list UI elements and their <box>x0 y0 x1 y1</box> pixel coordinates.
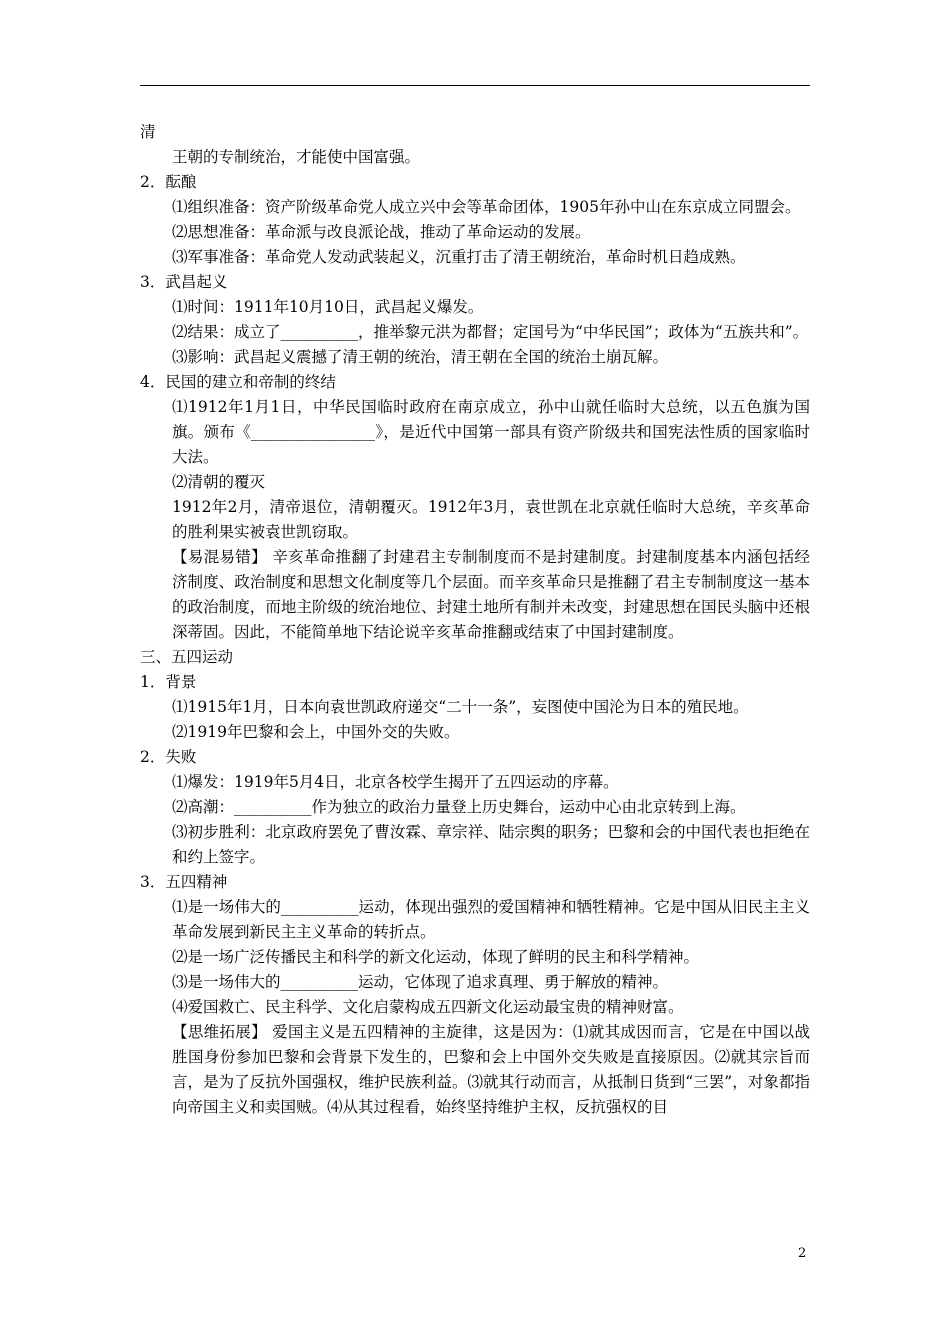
fill-blank-line: ⑴1912年1月1日，中华民国临时政府在南京成立，孙中山就任临时大总统，以五色旗为国旗。颁布《________________》，是近代中国第一部具有资产阶级共和国宪法性质的国家临时大法。 <box>172 398 810 466</box>
note-thinking-extension: 【思维拓展】 爱国主义是五四精神的主旋律，这是因为：⑴就其成因而言，它是在中国以战胜国身份参加巴黎和会背景下发生的，巴黎和会上中国外交失败是直接原因。⑵就其宗旨而言，是为了反抗外国强权，维护民族利益。⑶就其行动而言，从抵制日货到“三罢”，对象都指向帝国主义和卖国贼。⑷从其过程看，始终坚持维护主权，反抗强权的目 <box>172 1023 810 1116</box>
document-body <box>140 120 810 1120</box>
text-line: 清 <box>140 123 156 141</box>
section-heading: 3．武昌起义 <box>140 273 228 291</box>
text-line: ⑴爆发：1919年5月4日，北京各校学生揭开了五四运动的序幕。 <box>172 773 619 791</box>
fill-blank-line: ⑵结果：成立了__________，推举黎元洪为都督；定国号为“中华民国”；政体为“五族共和”。 <box>172 323 809 341</box>
header-rule <box>140 85 810 86</box>
section-heading: 1．背景 <box>140 673 197 691</box>
chapter-heading: 三、五四运动 <box>140 648 234 666</box>
text-line: ⑷爱国救亡、民主科学、文化启蒙构成五四新文化运动最宝贵的精神财富。 <box>172 998 684 1016</box>
fill-blank-line: ⑶是一场伟大的__________运动，它体现了追求真理、勇于解放的精神。 <box>172 973 669 991</box>
text-line: ⑴组织准备：资产阶级革命党人成立兴中会等革命团体，1905年孙中山在东京成立同盟会。 <box>172 198 801 216</box>
note-easily-confused: 【易混易错】 辛亥革命推翻了封建君主专制制度而不是封建制度。封建制度基本内涵包括经济制度、政治制度和思想文化制度等几个层面。而辛亥革命只是推翻了君主专制制度这一基本的政治制度，而地主阶级的统治地位、封建土地所有制并未改变，封建思想在国民头脑中还根深蒂固。因此，不能简单地下结论说辛亥革命推翻或结束了中国封建制度。 <box>172 548 810 641</box>
text-line: 王朝的专制统治，才能使中国富强。 <box>172 148 421 166</box>
section-heading: 3．五四精神 <box>140 873 228 891</box>
text-line: ⑶初步胜利：北京政府罢免了曹汝霖、章宗祥、陆宗舆的职务；巴黎和会的中国代表也拒绝在和约上签字。 <box>172 823 810 866</box>
text-line: 1912年2月，清帝退位，清朝覆灭。1912年3月，袁世凯在北京就任临时大总统，辛亥革命的胜利果实被袁世凯窃取。 <box>172 498 810 541</box>
text-line: ⑵是一场广泛传播民主和科学的新文化运动，体现了鲜明的民主和科学精神。 <box>172 948 700 966</box>
fill-blank-line: ⑴是一场伟大的__________运动，体现出强烈的爱国精神和牺牲精神。它是中国从旧民主主义革命发展到新民主主义革命的转折点。 <box>172 898 810 941</box>
section-heading: 2．酝酿 <box>140 173 197 191</box>
text-line: ⑶影响：武昌起义震撼了清王朝的统治，清王朝在全国的统治土崩瓦解。 <box>172 348 669 366</box>
page-number: 2 <box>798 1246 807 1261</box>
text-line: ⑵1919年巴黎和会上，中国外交的失败。 <box>172 723 460 741</box>
fill-blank-line: ⑵高潮：__________作为独立的政治力量登上历史舞台，运动中心由北京转到上海。 <box>172 798 746 816</box>
text-line: ⑶军事准备：革命党人发动武装起义，沉重打击了清王朝统治，革命时机日趋成熟。 <box>172 248 746 266</box>
text-line: ⑵思想准备：革命派与改良派论战，推动了革命运动的发展。 <box>172 223 591 241</box>
section-heading: 4．民国的建立和帝制的终结 <box>140 373 336 391</box>
text-line: ⑵清朝的覆灭 <box>172 473 266 491</box>
text-line: ⑴时间：1911年10月10日，武昌起义爆发。 <box>172 298 484 316</box>
text-line: ⑴1915年1月，日本向袁世凯政府递交“二十一条”，妄图使中国沦为日本的殖民地。 <box>172 698 749 716</box>
section-heading: 2．失败 <box>140 748 197 766</box>
